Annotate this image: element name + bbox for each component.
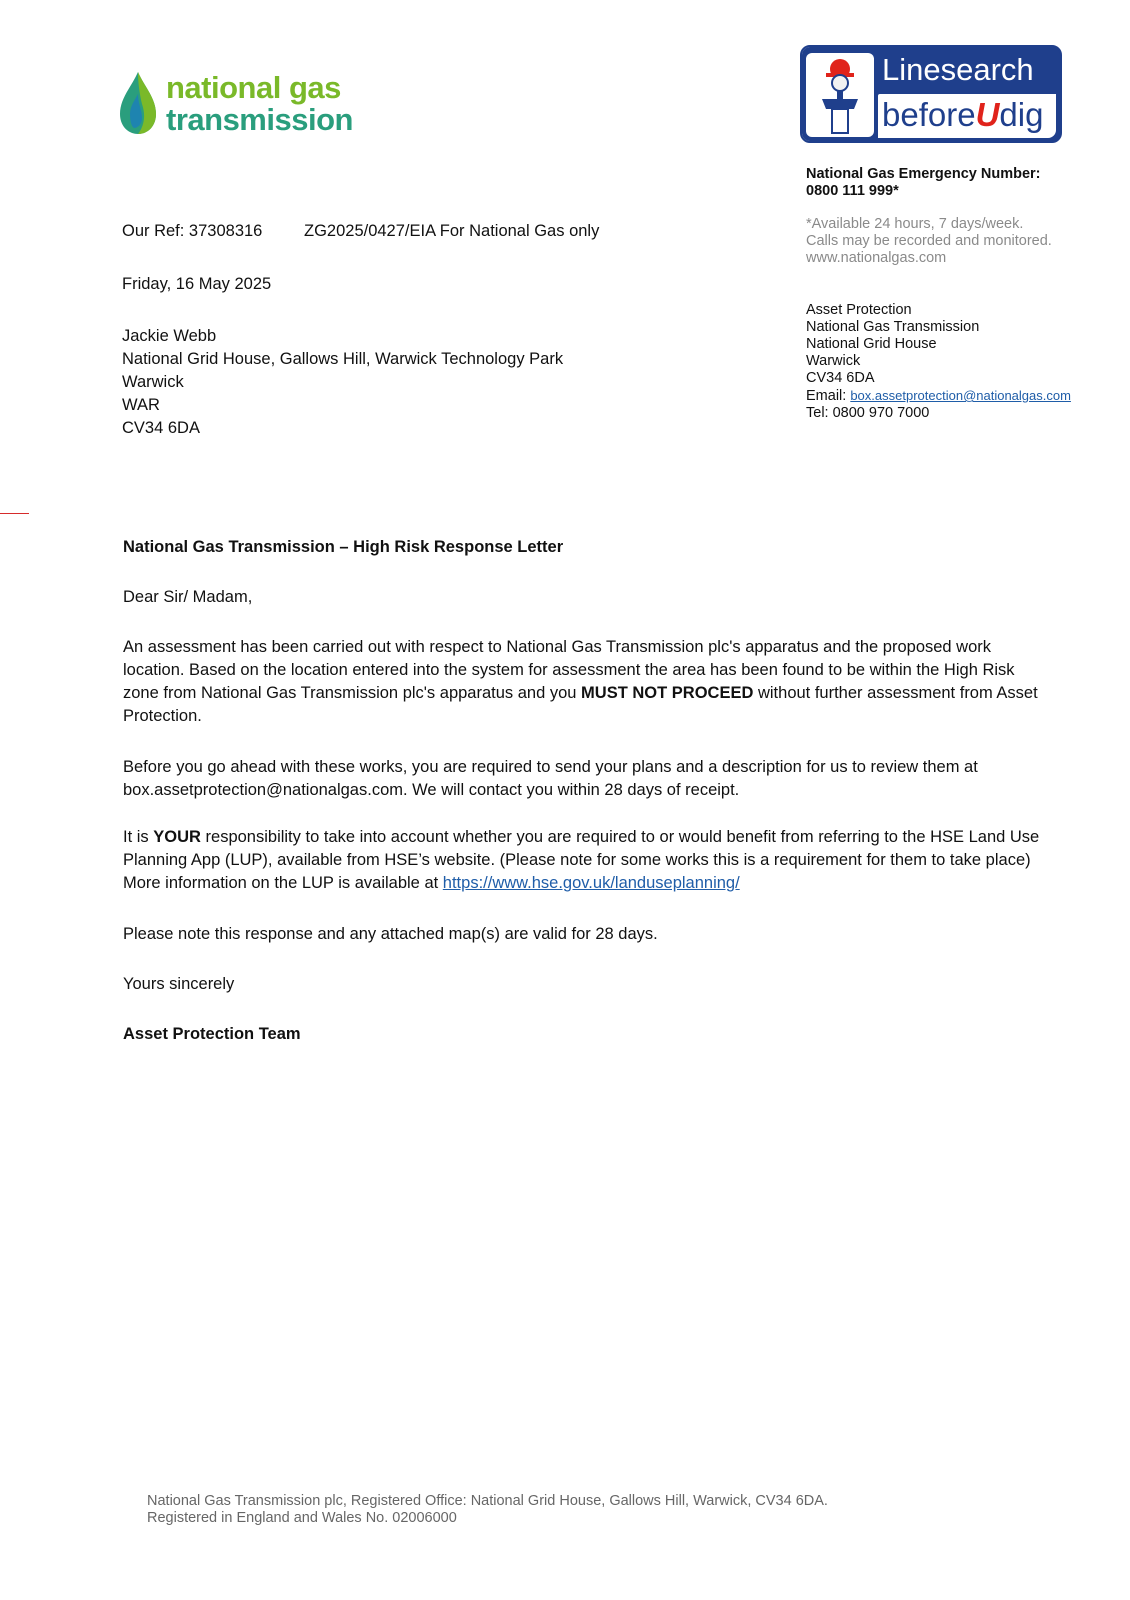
linesearch-title: Linesearch	[882, 52, 1034, 87]
contact-line: CV34 6DA	[806, 370, 875, 386]
page-footer	[147, 1493, 828, 1527]
contact-line: Warwick	[806, 353, 861, 369]
p1-text-a: An assessment has been carried out with respect to National Gas Transmission plc's apparatus and the proposed work location. Based on the location entered into the system for assessment the area has been found to be within the High Risk zone from National Gas Transmission plc's apparatus and you	[123, 638, 1015, 702]
paragraph-hse	[123, 826, 1043, 895]
contact-tel: Tel: 0800 970 7000	[806, 405, 930, 421]
paragraph-validity: Please note this response and any attached map(s) are valid for 28 days.	[123, 925, 658, 943]
emergency-notes	[806, 216, 1052, 267]
margin-mark	[0, 513, 29, 514]
internal-ref: ZG2025/0427/EIA For National Gas only	[304, 222, 600, 240]
linesearch-logo	[800, 45, 1062, 143]
p3-text-a: It is	[123, 828, 154, 846]
letter-date: Friday, 16 May 2025	[122, 275, 272, 293]
logo-line-1: national gas	[166, 70, 341, 105]
before-text: before	[882, 96, 976, 133]
email-label: Email:	[806, 388, 851, 404]
availability-note: *Available 24 hours, 7 days/week.	[806, 216, 1024, 232]
your-emphasis: YOUR	[153, 828, 201, 846]
contact-line: National Grid House	[806, 336, 937, 352]
email-link[interactable]: box.assetprotection@nationalgas.com	[850, 388, 1071, 403]
footer-line-2: Registered in England and Wales No. 02006000	[147, 1510, 457, 1526]
paragraph-assessment	[123, 636, 1043, 728]
emergency-number: 0800 111 999*	[806, 183, 899, 199]
hse-link[interactable]: https://www.hse.gov.uk/landuseplanning/	[442, 874, 740, 892]
recipient-address	[122, 325, 563, 440]
footer-line-1: National Gas Transmission plc, Registered Office: National Grid House, Gallows Hill, Warwick, CV34 6DA.	[147, 1493, 828, 1509]
must-not-proceed: MUST NOT PROCEED	[581, 684, 754, 702]
recipient-line: National Grid House, Gallows Hill, Warwick Technology Park	[122, 350, 564, 368]
recipient-name: Jackie Webb	[122, 327, 217, 345]
website-text: www.nationalgas.com	[806, 250, 947, 266]
contact-block	[806, 302, 1071, 422]
contact-line: Asset Protection	[806, 302, 912, 318]
recipient-line: WAR	[122, 396, 160, 414]
signature: Asset Protection Team	[123, 1025, 301, 1043]
recipient-postcode: CV34 6DA	[122, 419, 200, 437]
closing: Yours sincerely	[123, 975, 235, 993]
national-gas-transmission-logo	[118, 70, 388, 140]
p1-text-b: without further assessment from Asset Protection.	[123, 684, 1038, 725]
salutation: Dear Sir/ Madam,	[123, 588, 253, 606]
emergency-heading: National Gas Emergency Number:	[806, 166, 1041, 182]
recipient-line: Warwick	[122, 373, 184, 391]
contact-line: National Gas Transmission	[806, 319, 980, 335]
letter-title: National Gas Transmission – High Risk Response Letter	[123, 538, 564, 556]
flame-icon	[118, 70, 158, 138]
u-letter: U	[975, 96, 1000, 133]
before-u-dig-title	[878, 94, 1056, 138]
logo-line-2: transmission	[166, 102, 353, 137]
digger-figure-icon	[802, 47, 878, 141]
recording-note: Calls may be recorded and monitored.	[806, 233, 1052, 249]
p3-text-b: responsibility to take into account whether you are required to or would benefit from referring to the HSE Land Use Planning App (LUP), available from HSE’s website. (Please note for some works this is a requirement for them to take place) More information on the LUP is available at	[123, 828, 1040, 892]
dig-text: dig	[999, 96, 1044, 133]
our-ref: Our Ref: 37308316	[122, 222, 263, 240]
emergency-block	[806, 166, 1041, 200]
paragraph-submit-plans: Before you go ahead with these works, you are required to send your plans and a description for us to review them at box.assetprotection@nationalgas.com. We will contact you within 28 days of receipt.	[123, 758, 978, 799]
contact-email-row	[806, 387, 1071, 405]
